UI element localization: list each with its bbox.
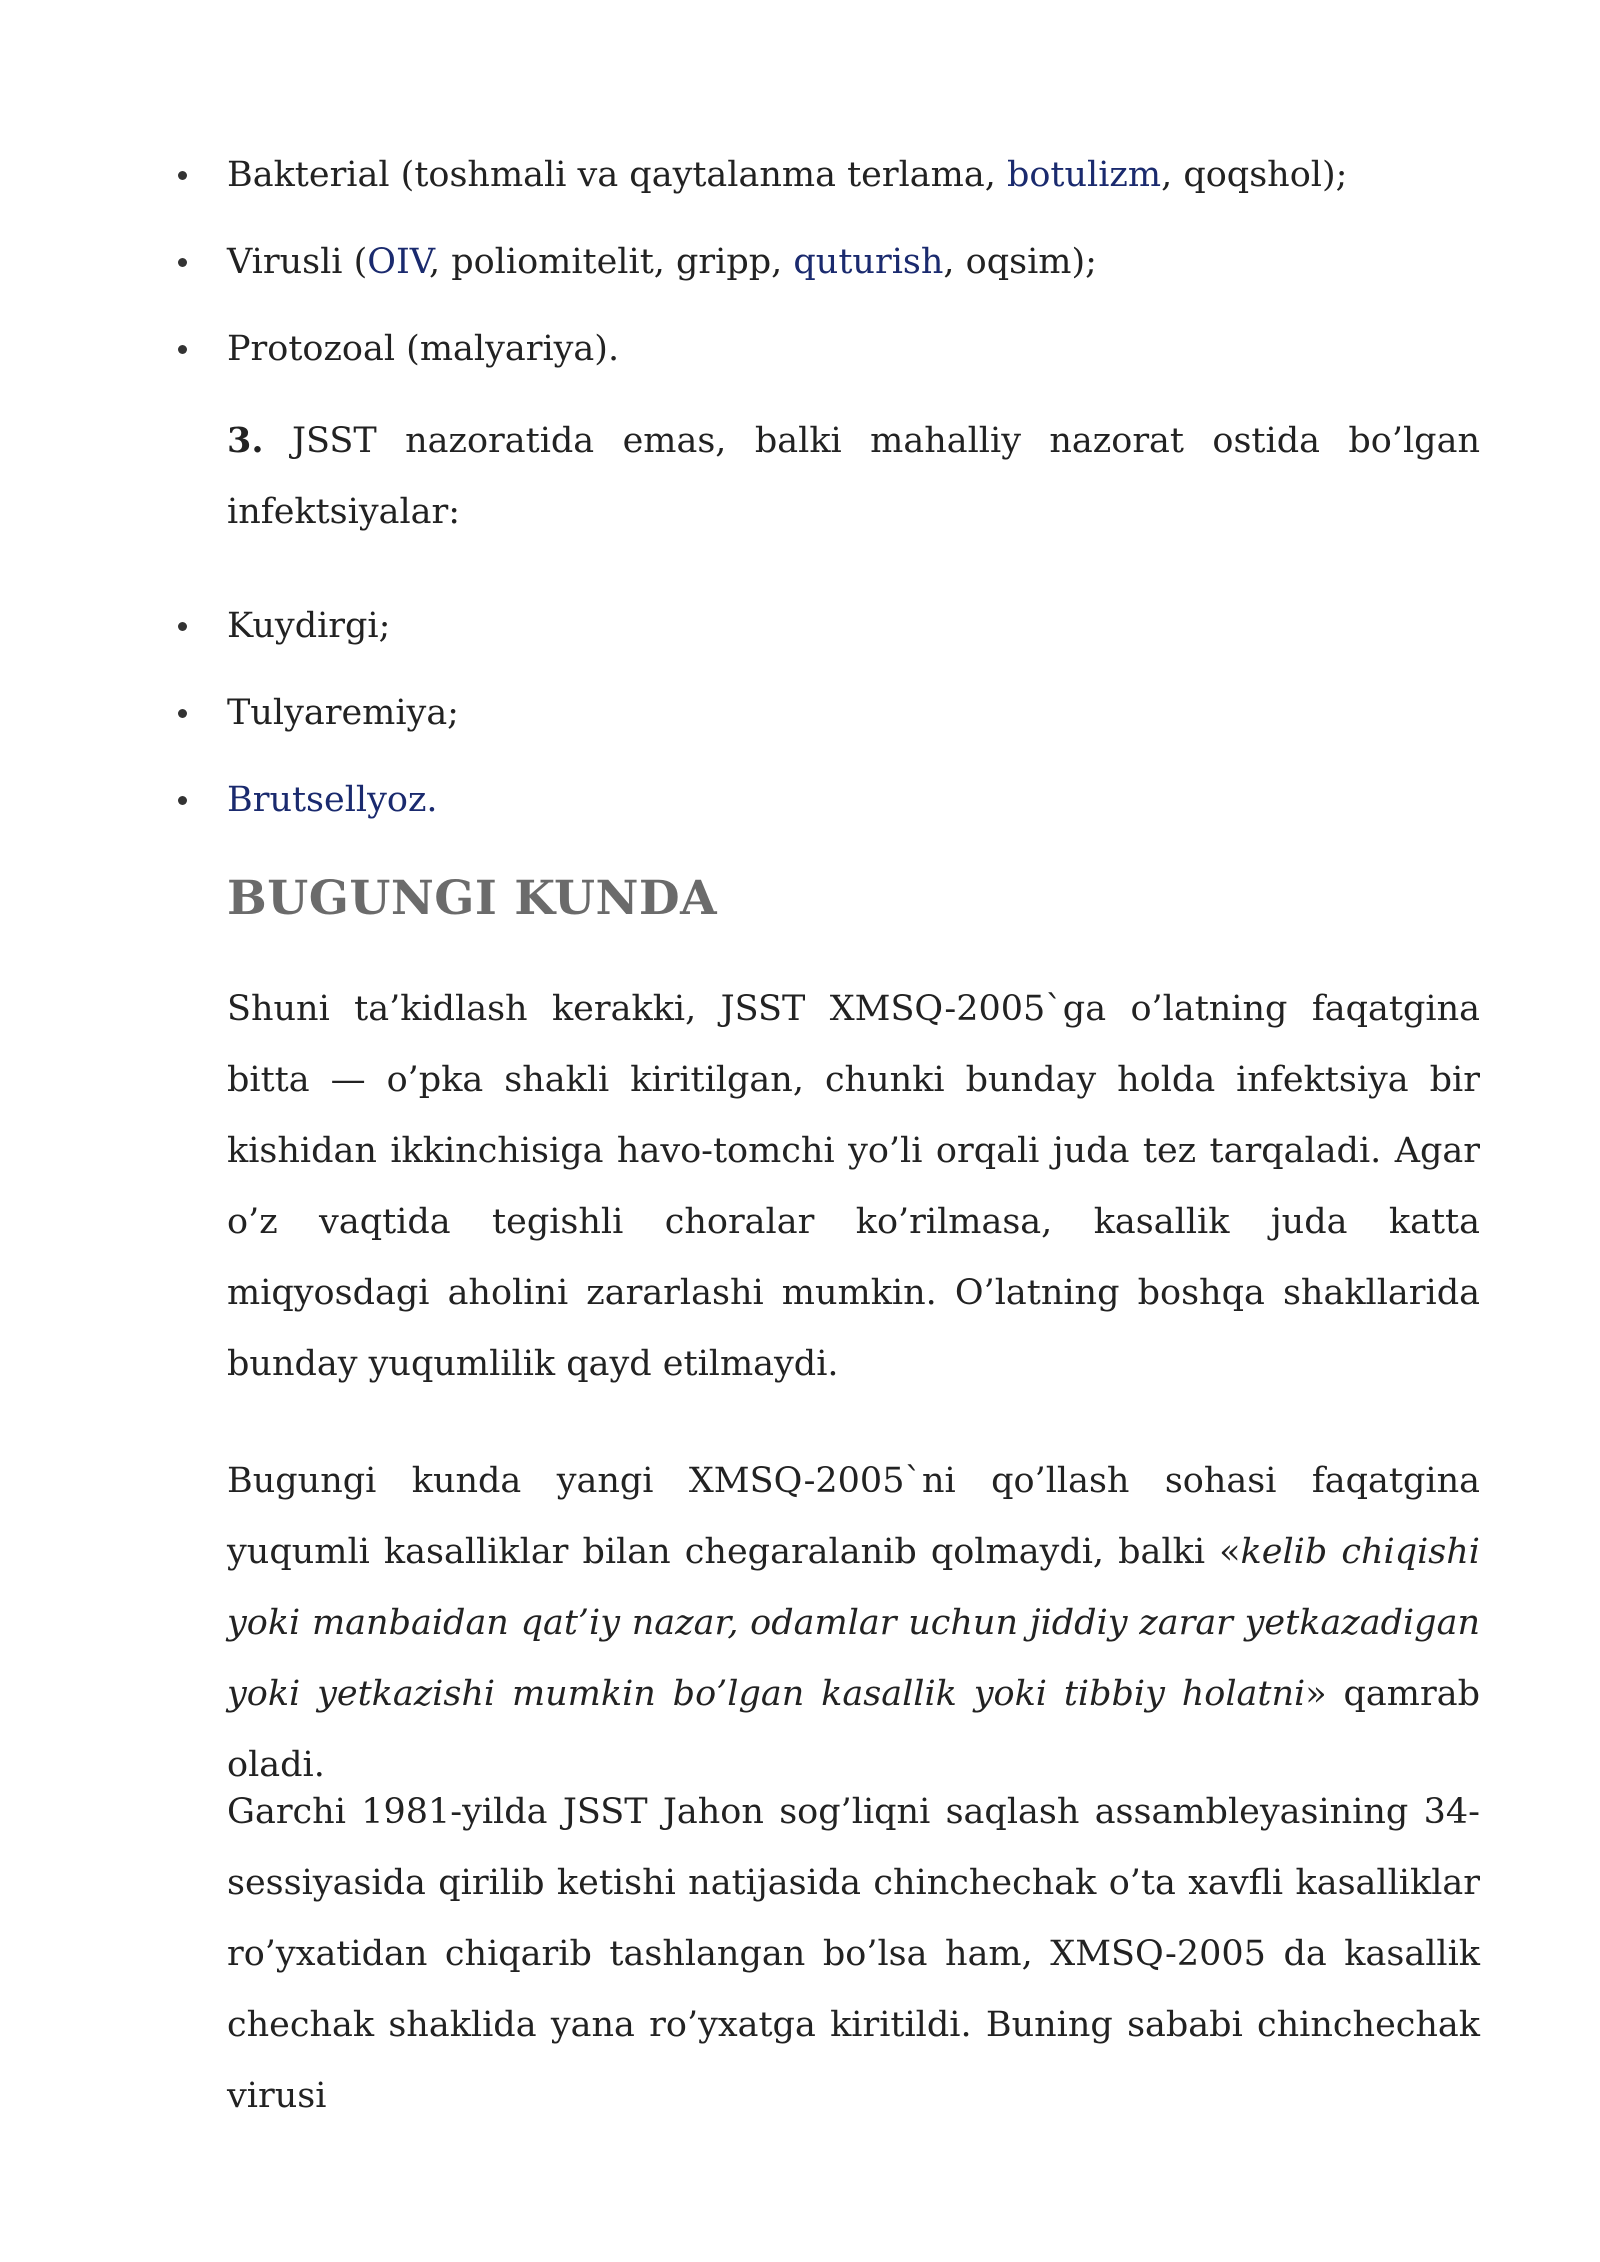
list-item-text bbox=[227, 150, 1347, 200]
list-item-segment: Virusli ( bbox=[227, 242, 368, 282]
section-3-number: 3. bbox=[227, 420, 264, 461]
disease-link[interactable]: botulizm bbox=[1006, 155, 1162, 195]
paragraph-1: Shuni ta’kidlash kerakki, JSST XMSQ-2005`ga o’latning faqatgina bitta — o’pka shakli kiritilgan, chunki bunday holda infektsiya bir kishidan ikkinchisiga havo-tomchi yo’li orqali juda tez tarqaladi. Agar o’z vaqtida tegishli choralar ko’rilmasa, kasallik juda katta miqyosdagi aholini zararlashi mumkin. O’latning boshqa shakllarida bunday yuqumlilik qayd etilmaydi. bbox=[227, 989, 1480, 1384]
section-3-text bbox=[227, 405, 1480, 548]
list-item-segment: , qoqshol); bbox=[1161, 155, 1348, 195]
bullet-icon bbox=[178, 796, 187, 805]
list-item-segment: Protozoal (malyariya). bbox=[227, 329, 620, 369]
list-item bbox=[0, 237, 1600, 324]
list-item-segment: , poliomitelit, gripp, bbox=[428, 242, 794, 282]
paragraph-3: Garchi 1981-yilda JSST Jahon sog’liqni saqlash assambleyasining 34-sessiyasida qirilib ketishi natijasida chinchechak o’ta xavfli kasalliklar ro’yxatidan chiqarib tashlangan bo’lsa ham, XMSQ-2005 da kasallik chechak shaklida yana ro’yxatga kiritildi. Buning sababi chinchechak virusi bbox=[227, 1792, 1480, 2116]
list-item-text bbox=[227, 601, 390, 651]
bullet-icon bbox=[178, 345, 187, 354]
disease-link[interactable]: quturish bbox=[793, 242, 944, 282]
list-item-segment: Tulyaremiya; bbox=[227, 693, 459, 733]
list-item bbox=[0, 324, 1600, 411]
section-3-body: JSST nazoratida emas, balki mahalliy nazorat ostida bo’lgan infektsiyalar: bbox=[227, 421, 1480, 532]
list-item bbox=[0, 688, 1600, 775]
list-item-text bbox=[227, 688, 459, 738]
bullet-icon bbox=[178, 171, 187, 180]
bullet-icon bbox=[178, 258, 187, 267]
paragraph-2-after: » qamrab oladi. bbox=[227, 1674, 1480, 1785]
list-item-segment: , oqsim); bbox=[943, 242, 1097, 282]
list-item bbox=[0, 601, 1600, 688]
section-heading: BUGUNGI KUNDA bbox=[227, 871, 718, 926]
list-item bbox=[0, 150, 1600, 237]
disease-list-who bbox=[0, 150, 1600, 411]
list-item-segment: Bakterial (toshmali va qaytalanma terlama, bbox=[227, 155, 1007, 195]
paragraph-2-quote: kelib chiqishi yoki manbaidan qat’iy nazar, odamlar uchun jiddiy zarar yetkazadigan yoki yetkazishi mumkin bo’lgan kasallik yoki tibbiy holatni bbox=[227, 1532, 1480, 1714]
disease-list-local bbox=[0, 601, 1600, 862]
list-item-segment: Kuydirgi; bbox=[227, 606, 391, 646]
bullet-icon bbox=[178, 709, 187, 718]
paragraph-2 bbox=[227, 1446, 1480, 1801]
list-item-text bbox=[227, 324, 619, 374]
list-item-text bbox=[227, 237, 1097, 287]
list-item bbox=[0, 775, 1600, 862]
paragraph-2-before: Bugungi kunda yangi XMSQ-2005`ni qo’llash sohasi faqatgina yuqumli kasalliklar bilan chegaralanib qolmaydi, balki « bbox=[227, 1461, 1480, 1572]
disease-link[interactable]: Brutsellyoz. bbox=[227, 780, 438, 820]
bullet-icon bbox=[178, 622, 187, 631]
disease-link[interactable]: OIV bbox=[367, 242, 429, 282]
list-item-text bbox=[227, 775, 438, 825]
